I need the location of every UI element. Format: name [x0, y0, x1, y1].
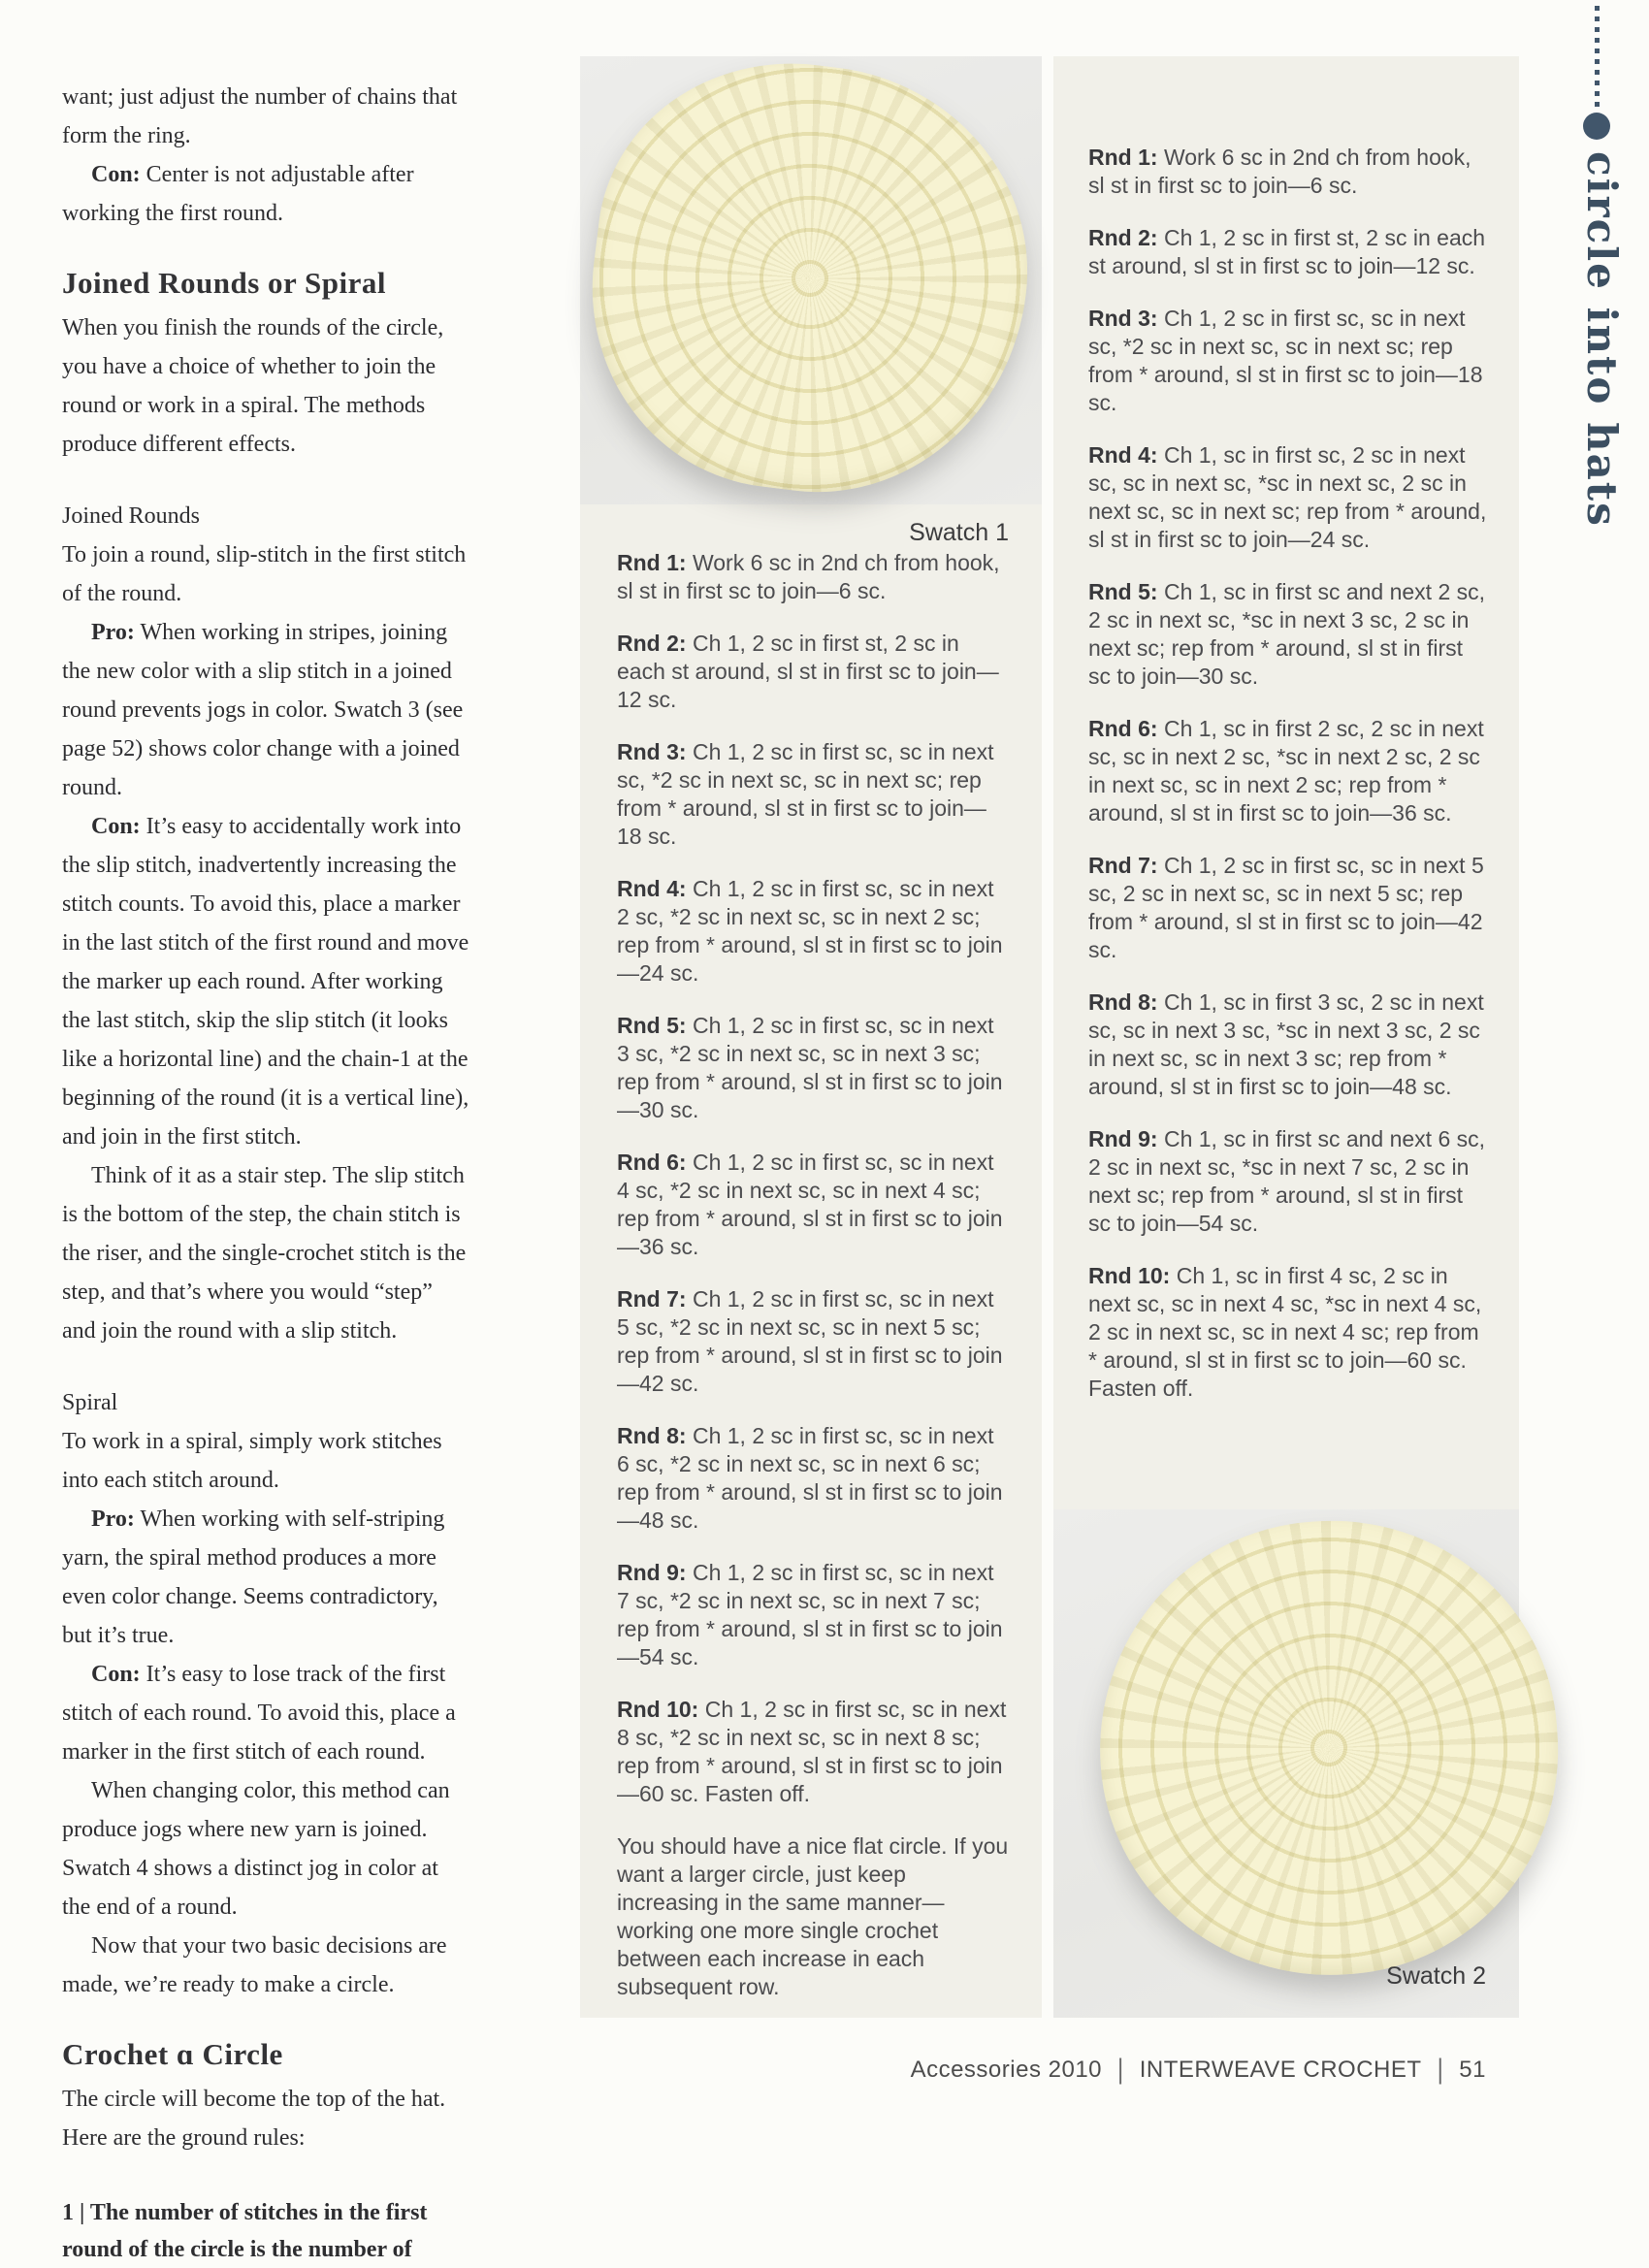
paragraph-stair-step: Think of it as a stair step. The slip stitch is the bottom of the step, the chain stitch is the riser, and the single-crochet stitch is the step, and that’s where you would “step” and join the round with a slip stitch. — [62, 1163, 467, 1344]
round-label: Rnd 10: — [1088, 1263, 1171, 1288]
round-label: Rnd 7: — [1088, 853, 1158, 878]
round-instruction — [617, 1422, 1011, 1535]
paragraph-ready: Now that your two basic decisions are made, we’re ready to make a circle. — [62, 1933, 447, 1997]
round-instruction — [1088, 578, 1488, 691]
round-instruction — [617, 1149, 1011, 1261]
sidebar-title: circle into hats — [1578, 151, 1626, 528]
round-text: Ch 1, 2 sc in first st, 2 sc in each st around, sl st in first sc to join—12 sc. — [1088, 225, 1486, 278]
con-label: Con: — [91, 162, 141, 187]
swatch2-photo — [1053, 1509, 1519, 2018]
round-label: Rnd 1: — [617, 550, 687, 575]
round-label: Rnd 6: — [617, 1150, 687, 1175]
round-text: Ch 1, sc in first sc and next 2 sc, 2 sc in next sc, *sc in next 3 sc, 2 sc in next sc; rep from * around, sl st in first sc to join—30 sc. — [1088, 579, 1486, 689]
round-text: Ch 1, 2 sc in first sc, sc in next 5 sc, *2 sc in next sc, sc in next 5 sc; rep from * around, sl st in first sc to join—42 sc. — [617, 1286, 1003, 1396]
page-footer — [910, 2054, 1486, 2086]
ground-rule-1: 1 | The number of stitches in the first round of the circle is the number of — [62, 2200, 428, 2262]
round-text: Ch 1, sc in first sc and next 6 sc, 2 sc in next sc, *sc in next 7 sc, 2 sc in next sc; rep from * around, sl st in first sc to join—54 sc. — [1088, 1126, 1486, 1236]
round-instruction — [617, 549, 1011, 605]
round-instruction — [1088, 441, 1488, 554]
round-text: Ch 1, 2 sc in first sc, sc in next 7 sc, *2 sc in next sc, sc in next 7 sc; rep from * around, sl st in first sc to join—54 sc. — [617, 1560, 1003, 1669]
round-text: Ch 1, sc in first 2 sc, 2 sc in next sc, sc in next 2 sc, *sc in next 2 sc, 2 sc in next sc, sc in next 2 sc; rep from * around, sl st in first sc to join—36 sc. — [1088, 716, 1484, 826]
middle-instructions-column — [617, 549, 1011, 2024]
round-instruction — [617, 1012, 1011, 1124]
round-label: Rnd 7: — [617, 1286, 687, 1312]
swatch2-label: Swatch 2 — [1386, 1962, 1486, 1990]
round-instruction — [617, 738, 1011, 851]
round-instruction — [1088, 852, 1488, 964]
round-text: Work 6 sc in 2nd ch from hook, sl st in first sc to join—6 sc. — [1088, 145, 1471, 198]
round-instruction — [1088, 224, 1488, 280]
round-text: Ch 1, 2 sc in first sc, sc in next 6 sc, *2 sc in next sc, sc in next 6 sc; rep from * around, sl st in first sc to join—48 sc. — [617, 1423, 1003, 1533]
bullet-dot-icon — [1583, 113, 1610, 140]
round-instruction — [1088, 144, 1488, 200]
subheading-joined-rounds: Joined Rounds — [62, 503, 201, 529]
round-instruction — [617, 630, 1011, 714]
swatch1-photo — [580, 56, 1042, 546]
swatch1-label: Swatch 1 — [909, 519, 1009, 546]
round-text: Ch 1, 2 sc in first sc, sc in next sc, *2 sc in next sc, sc in next sc; rep from * around, sl st in first sc to join—18 sc. — [617, 739, 994, 849]
round-text: Ch 1, 2 sc in first sc, sc in next 4 sc, *2 sc in next sc, sc in next 4 sc; rep from * around, sl st in first sc to join—36 sc. — [617, 1150, 1003, 1259]
round-text: Ch 1, 2 sc in first sc, sc in next 8 sc, *2 sc in next sc, sc in next 8 sc; rep from * around, sl st in first sc to join—60 sc. Fasten off. — [617, 1697, 1007, 1806]
round-text: Ch 1, 2 sc in first sc, sc in next 5 sc, 2 sc in next sc, sc in next 5 sc; rep from * around, sl st in first sc to join—42 sc. — [1088, 853, 1484, 962]
round-label: Rnd 3: — [617, 739, 687, 764]
paragraph-joined-or-spiral-intro: When you finish the rounds of the circle, you have a choice of whether to join the round or work in a spiral. The methods produce different effects. — [62, 315, 444, 457]
round-label: Rnd 6: — [1088, 716, 1158, 741]
footer-magazine-title: INTERWEAVE CROCHET — [1139, 2057, 1422, 2083]
round-instruction — [1088, 715, 1488, 827]
round-instruction — [1088, 1262, 1488, 1403]
pro-text: When working with self-striping yarn, the spiral method produces a more even color change. Seems contradictory, but it’s true. — [62, 1507, 445, 1648]
round-text: Ch 1, 2 sc in first sc, sc in next 3 sc, *2 sc in next sc, sc in next 3 sc; rep from * around, sl st in first sc to join—30 sc. — [617, 1013, 1003, 1122]
swatch2-crochet-circle — [1084, 1506, 1572, 1991]
paragraph-joined-pro — [62, 613, 471, 807]
con-label: Con: — [91, 814, 141, 839]
section-heading-joined-rounds-or-spiral: Joined Rounds or Spiral — [62, 266, 386, 300]
footer-issue: Accessories 2010 — [910, 2057, 1103, 2083]
round-label: Rnd 8: — [1088, 989, 1158, 1015]
round-text: Ch 1, sc in first sc, 2 sc in next sc, sc in next sc, *sc in next sc, 2 sc in next sc, sc in next sc; rep from * around, sl st in first sc to join—24 sc. — [1088, 442, 1487, 552]
paragraph-spiral-pro — [62, 1500, 471, 1655]
pro-text: When working in stripes, joining the new color with a slip stitch in a joined round prevents jogs in color. Swatch 3 (see page 52) shows color change with a joined round. — [62, 620, 464, 800]
round-label: Rnd 9: — [617, 1560, 687, 1585]
con-label: Con: — [91, 1662, 141, 1687]
round-text: Ch 1, 2 sc in first sc, sc in next sc, *2 sc in next sc, sc in next sc; rep from * around, sl st in first sc to join—18 sc. — [1088, 306, 1483, 415]
round-label: Rnd 4: — [617, 876, 687, 901]
round-instruction — [1088, 988, 1488, 1101]
round-label: Rnd 1: — [1088, 145, 1158, 170]
pro-label: Pro: — [91, 620, 135, 645]
round-instruction — [617, 1696, 1011, 1808]
con-text: It’s easy to lose track of the first stitch of each round. To avoid this, place a marker in the first stitch of each round. — [62, 1662, 456, 1765]
round-instruction — [617, 875, 1011, 988]
paragraph-spiral-con — [62, 1655, 471, 1771]
round-label: Rnd 8: — [617, 1423, 687, 1448]
round-instruction — [617, 1285, 1011, 1398]
paragraph-crochet-circle-intro: The circle will become the top of the hat. Here are the ground rules: — [62, 2087, 446, 2151]
paragraph-color-jogs: When changing color, this method can produce jogs where new yarn is joined. Swatch 4 shows a distinct jog in color at the end of a round. — [62, 1778, 450, 1920]
swatch1-crochet-circle — [569, 41, 1051, 515]
footer-separator: | — [1437, 2054, 1444, 2086]
round-text: Work 6 sc in 2nd ch from hook, sl st in first sc to join—6 sc. — [617, 550, 1000, 603]
round-label: Rnd 5: — [1088, 579, 1158, 604]
round-text: Ch 1, 2 sc in first sc, sc in next 2 sc, *2 sc in next sc, sc in next 2 sc; rep from * around, sl st in first sc to join—24 sc. — [617, 876, 1003, 986]
section-heading-crochet-a-circle: Crochet ɑ Circle — [62, 2037, 283, 2071]
footer-page-number: 51 — [1459, 2057, 1486, 2083]
round-label: Rnd 3: — [1088, 306, 1158, 331]
dotted-line-decoration — [1595, 6, 1600, 109]
round-text: Ch 1, 2 sc in first st, 2 sc in each st around, sl st in first sc to join—12 sc. — [617, 631, 999, 712]
pro-label: Pro: — [91, 1507, 135, 1532]
round-label: Rnd 10: — [617, 1697, 699, 1722]
round-label: Rnd 5: — [617, 1013, 687, 1038]
round-label: Rnd 2: — [1088, 225, 1158, 250]
round-label: Rnd 4: — [1088, 442, 1158, 468]
right-instructions-column — [1088, 144, 1488, 1427]
subheading-spiral: Spiral — [62, 1390, 118, 1415]
con-text: Center is not adjustable after working the first round. — [62, 162, 414, 226]
con-text: It’s easy to accidentally work into the slip stitch, inadvertently increasing the stitch counts. To avoid this, place a marker in the last stitch of the first round and move the marker up each round. After working the last stitch, skip the slip stitch (it looks like a horizontal line) and the chain-1 at the beginning of the round (it is a vertical line), and join in the first stitch. — [62, 814, 469, 1150]
round-instruction — [1088, 305, 1488, 417]
round-label: Rnd 2: — [617, 631, 687, 656]
paragraph-joined-con — [62, 807, 471, 1156]
paragraph-con-center — [62, 155, 471, 233]
paragraph-intro-continuation: want; just adjust the number of chains that form the ring. — [62, 84, 458, 148]
round-instruction — [1088, 1125, 1488, 1238]
round-label: Rnd 9: — [1088, 1126, 1158, 1151]
round-instruction — [617, 1559, 1011, 1671]
left-column — [62, 78, 471, 2268]
round-text: Ch 1, sc in first 3 sc, 2 sc in next sc, sc in next 3 sc, *sc in next 3 sc, 2 sc in next sc, sc in next 3 sc; rep from * around, sl st in first sc to join—48 sc. — [1088, 989, 1484, 1099]
paragraph-spiral-intro: To work in a spiral, simply work stitches into each stitch around. — [62, 1429, 442, 1493]
paragraph-joined-intro: To join a round, slip-stitch in the first stitch of the round. — [62, 542, 467, 606]
footer-separator: | — [1117, 2054, 1124, 2086]
round-text: Ch 1, sc in first 4 sc, 2 sc in next sc, sc in next 4 sc, *sc in next 4 sc, 2 sc in next sc, sc in next 4 sc; rep from * around, sl st in first sc to join—60 sc. Fasten off. — [1088, 1263, 1482, 1401]
closing-paragraph: You should have a nice flat circle. If you want a larger circle, just keep increasing in the same manner—working one more single crochet between each increase in each subsequent row. — [617, 1833, 1009, 1999]
